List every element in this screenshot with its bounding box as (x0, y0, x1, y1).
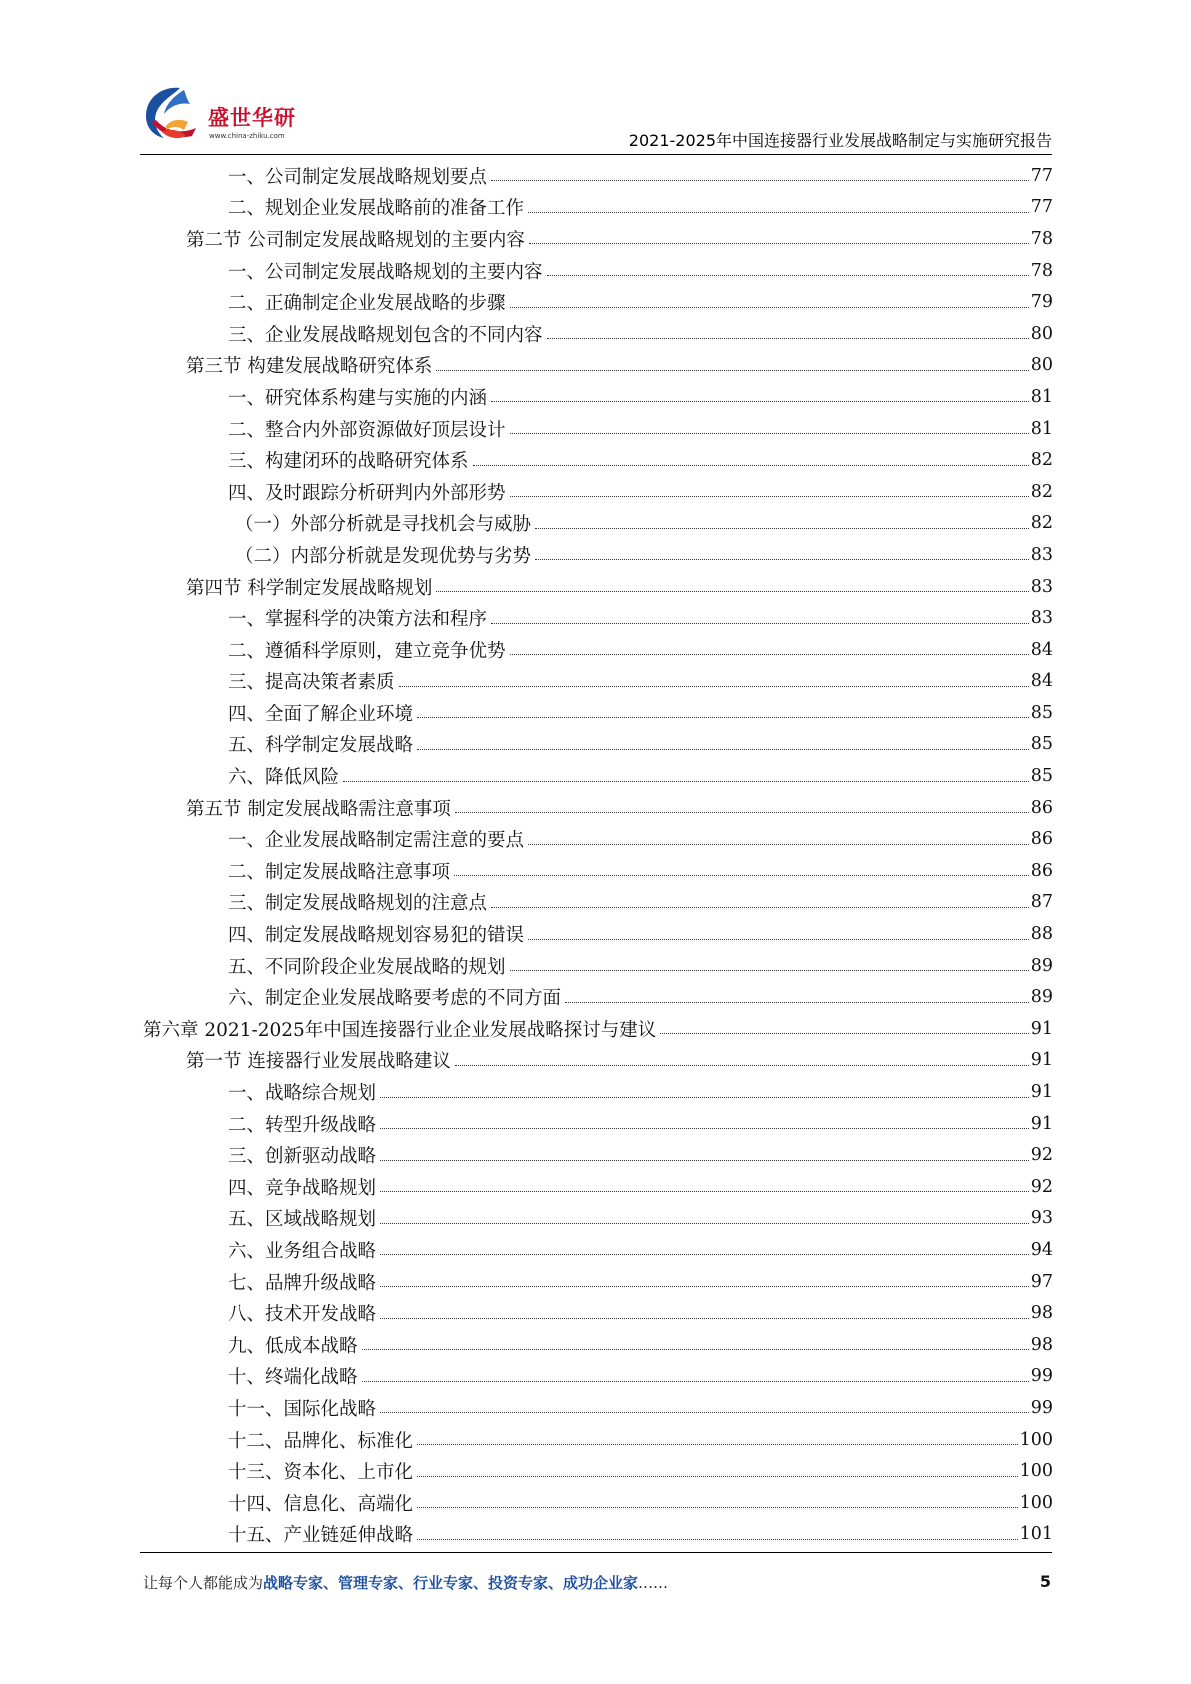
toc-dot-leader (510, 307, 1029, 308)
toc-entry-title: 二、规划企业发展战略前的准备工作 (228, 198, 525, 220)
toc-entry-page: 100 (1019, 1461, 1053, 1482)
toc-entry-title: 三、制定发展战略规划的注意点 (228, 893, 488, 915)
toc-entry[interactable] (143, 634, 1053, 666)
toc-entry-title: 第四节 科学制定发展战略规划 (186, 577, 433, 599)
footer-slogan (143, 1572, 668, 1593)
toc-entry-title: 十一、国际化战略 (228, 1398, 377, 1420)
toc-entry-page: 101 (1019, 1524, 1053, 1545)
toc-entry-title: 第一节 连接器行业发展战略建议 (186, 1051, 451, 1073)
toc-entry-page: 77 (1030, 197, 1053, 218)
toc-dot-leader (535, 528, 1029, 529)
toc-entry[interactable] (143, 1108, 1053, 1140)
toc-entry[interactable] (143, 350, 1053, 382)
toc-entry-page: 86 (1030, 829, 1053, 850)
toc-entry[interactable] (143, 1487, 1053, 1519)
toc-entry[interactable] (143, 1519, 1053, 1551)
toc-entry[interactable] (143, 1392, 1053, 1424)
toc-entry-page: 80 (1030, 323, 1053, 344)
toc-entry-title: 一、公司制定发展战略规划要点 (228, 166, 488, 188)
toc-entry-title: 五、科学制定发展战略 (228, 735, 414, 757)
toc-entry-title: 五、不同阶段企业发展战略的规划 (228, 956, 506, 978)
toc-dot-leader (417, 749, 1029, 750)
toc-entry[interactable] (143, 855, 1053, 887)
toc-dot-leader (399, 686, 1029, 687)
toc-dot-leader (528, 844, 1029, 845)
toc-dot-leader (417, 1476, 1018, 1477)
toc-dot-leader (417, 717, 1029, 718)
toc-entry-page: 85 (1030, 734, 1053, 755)
toc-entry-page: 92 (1030, 1176, 1053, 1197)
toc-entry-page: 91 (1030, 1050, 1053, 1071)
toc-dot-leader (380, 1097, 1029, 1098)
toc-dot-leader (473, 465, 1029, 466)
toc-dot-leader (380, 1318, 1029, 1319)
toc-entry[interactable] (143, 571, 1053, 603)
toc-entry-title: 第三节 构建发展战略研究体系 (186, 356, 433, 378)
toc-entry-page: 91 (1030, 1113, 1053, 1134)
toc-entry-page: 89 (1030, 987, 1053, 1008)
logo-name: 盛世华研 (208, 106, 296, 130)
toc-entry[interactable] (143, 1171, 1053, 1203)
toc-entry[interactable] (143, 666, 1053, 698)
toc-dot-leader (455, 1065, 1029, 1066)
toc-dot-leader (454, 875, 1029, 876)
toc-entry-title: 十五、产业链延伸战略 (228, 1525, 414, 1547)
toc-entry-page: 89 (1030, 955, 1053, 976)
toc-entry-title: 一、研究体系构建与实施的内涵 (228, 387, 488, 409)
logo-swirl-icon (140, 82, 206, 148)
toc-entry-title: 九、低成本战略 (228, 1335, 358, 1357)
toc-dot-leader (510, 496, 1029, 497)
toc-entry-page: 83 (1030, 544, 1053, 565)
toc-entry[interactable] (143, 381, 1053, 413)
toc-entry[interactable] (143, 413, 1053, 445)
toc-dot-leader (535, 559, 1029, 560)
toc-entry-page: 77 (1030, 165, 1053, 186)
toc-entry-title: 八、技术开发战略 (228, 1304, 377, 1326)
toc-entry-title: 三、提高决策者素质 (228, 672, 395, 694)
toc-entry-page: 87 (1030, 892, 1053, 913)
toc-dot-leader (380, 1191, 1029, 1192)
toc-entry-page: 81 (1030, 418, 1053, 439)
toc-entry[interactable] (143, 1076, 1053, 1108)
toc-entry-page: 83 (1030, 576, 1053, 597)
toc-entry-title: （一）外部分析就是寻找机会与威胁 (235, 514, 532, 536)
toc-entry[interactable] (143, 823, 1053, 855)
toc-entry[interactable] (143, 255, 1053, 287)
toc-entry-title: 十二、品牌化、标准化 (228, 1430, 414, 1452)
toc-entry-title: 六、业务组合战略 (228, 1240, 377, 1262)
toc-dot-leader (455, 812, 1029, 813)
toc-entry-title: 三、构建闭环的战略研究体系 (228, 451, 469, 473)
toc-dot-leader (491, 401, 1029, 402)
toc-entry-title: 一、公司制定发展战略规划的主要内容 (228, 261, 543, 283)
toc-entry-page: 92 (1030, 1145, 1053, 1166)
toc-entry-title: 一、战略综合规划 (228, 1083, 377, 1105)
toc-dot-leader (528, 212, 1029, 213)
toc-dot-leader (660, 1033, 1028, 1034)
toc-dot-leader (417, 1539, 1018, 1540)
toc-entry-page: 78 (1030, 260, 1053, 281)
toc-dot-leader (343, 781, 1029, 782)
toc-entry-title: 四、及时跟踪分析研判内外部形势 (228, 482, 506, 504)
toc-entry-title: 六、降低风险 (228, 767, 340, 789)
toc-entry[interactable] (143, 223, 1053, 255)
toc-entry-title: 四、竞争战略规划 (228, 1177, 377, 1199)
toc-entry[interactable] (143, 792, 1053, 824)
toc-entry-title: 二、转型升级战略 (228, 1114, 377, 1136)
toc-entry[interactable] (143, 602, 1053, 634)
toc-entry-title: 十四、信息化、高端化 (228, 1493, 414, 1515)
toc-entry[interactable] (143, 981, 1053, 1013)
toc-entry-page: 94 (1030, 1239, 1053, 1260)
toc-entry[interactable] (143, 318, 1053, 350)
toc-entry-title: 二、正确制定企业发展战略的步骤 (228, 293, 506, 315)
toc-entry[interactable] (143, 539, 1053, 571)
toc-entry[interactable] (143, 918, 1053, 950)
toc-entry-title: 一、掌握科学的决策方法和程序 (228, 609, 488, 631)
toc-entry-page: 85 (1030, 702, 1053, 723)
toc-dot-leader (491, 623, 1029, 624)
toc-entry-title: 第二节 公司制定发展战略规划的主要内容 (186, 229, 525, 251)
toc-entry-page: 91 (1030, 1082, 1053, 1103)
toc-entry-page: 97 (1030, 1271, 1053, 1292)
toc-dot-leader (547, 275, 1029, 276)
toc-dot-leader (528, 939, 1029, 940)
toc-dot-leader (491, 907, 1029, 908)
toc-entry[interactable] (143, 1361, 1053, 1393)
toc-entry[interactable] (143, 444, 1053, 476)
slogan-prefix: 让每个人都能成为 (143, 1574, 264, 1592)
toc-entry-title: 一、企业发展战略制定需注意的要点 (228, 830, 525, 852)
toc-dot-leader (380, 1223, 1029, 1224)
toc-entry-title: 四、制定发展战略规划容易犯的错误 (228, 925, 525, 947)
page-header (140, 82, 1052, 158)
toc-entry-title: 第六章 2021-2025年中国连接器行业企业发展战略探讨与建议 (143, 1019, 657, 1041)
toc-entry-title: 十三、资本化、上市化 (228, 1462, 414, 1484)
page-footer (143, 1572, 1051, 1596)
toc-entry[interactable] (143, 1424, 1053, 1456)
toc-dot-leader (436, 370, 1028, 371)
toc-entry[interactable] (143, 760, 1053, 792)
toc-entry-title: 第五节 制定发展战略需注意事项 (186, 798, 451, 820)
toc-entry[interactable] (143, 1455, 1053, 1487)
toc-entry[interactable] (143, 1139, 1053, 1171)
toc-dot-leader (510, 654, 1029, 655)
report-title: 2021-2025年中国连接器行业发展战略制定与实施研究报告 (628, 131, 1052, 150)
toc-dot-leader (510, 970, 1029, 971)
toc-entry[interactable] (143, 476, 1053, 508)
toc-entry-page: 88 (1030, 924, 1053, 945)
toc-entry-page: 79 (1030, 292, 1053, 313)
toc-entry-page: 78 (1030, 228, 1053, 249)
toc-dot-leader (362, 1381, 1029, 1382)
toc-entry-page: 86 (1030, 860, 1053, 881)
toc-entry[interactable] (143, 508, 1053, 540)
toc-entry[interactable] (143, 697, 1053, 729)
toc-entry-title: 二、遵循科学原则，建立竞争优势 (228, 640, 506, 662)
table-of-contents (143, 160, 1053, 1550)
toc-dot-leader (417, 1444, 1018, 1445)
toc-dot-leader (565, 1002, 1029, 1003)
toc-dot-leader (547, 338, 1029, 339)
toc-entry-page: 91 (1030, 1018, 1053, 1039)
slogan-highlight: 战略专家、管理专家、行业专家、投资专家、成功企业家 (263, 1574, 639, 1592)
toc-entry-page: 93 (1030, 1208, 1053, 1229)
toc-entry-page: 84 (1030, 639, 1053, 660)
toc-entry-page: 100 (1019, 1429, 1053, 1450)
toc-entry-page: 86 (1030, 797, 1053, 818)
company-logo (140, 82, 310, 150)
toc-entry[interactable] (143, 1013, 1053, 1045)
toc-entry[interactable] (143, 729, 1053, 761)
toc-dot-leader (529, 243, 1029, 244)
toc-dot-leader (380, 1160, 1029, 1161)
toc-dot-leader (380, 1128, 1029, 1129)
toc-entry-page: 80 (1030, 355, 1053, 376)
toc-entry-page: 99 (1030, 1366, 1053, 1387)
toc-entry[interactable] (143, 950, 1053, 982)
toc-entry-page: 98 (1030, 1303, 1053, 1324)
toc-entry[interactable] (143, 1203, 1053, 1235)
footer-rule (140, 1552, 1052, 1553)
toc-entry-title: 六、制定企业发展战略要考虑的不同方面 (228, 988, 562, 1010)
toc-entry[interactable] (143, 1297, 1053, 1329)
toc-entry-title: 二、整合内外部资源做好顶层设计 (228, 419, 506, 441)
toc-entry[interactable] (143, 1045, 1053, 1077)
toc-entry-title: 三、企业发展战略规划包含的不同内容 (228, 324, 543, 346)
toc-entry[interactable] (143, 1266, 1053, 1298)
toc-dot-leader (436, 591, 1028, 592)
toc-entry-title: （二）内部分析就是发现优势与劣势 (235, 545, 532, 567)
toc-dot-leader (491, 180, 1029, 181)
toc-entry-page: 100 (1019, 1492, 1053, 1513)
toc-entry-page: 85 (1030, 766, 1053, 787)
toc-entry[interactable] (143, 160, 1053, 192)
toc-entry[interactable] (143, 286, 1053, 318)
toc-entry-title: 四、全面了解企业环境 (228, 703, 414, 725)
toc-entry[interactable] (143, 1234, 1053, 1266)
toc-entry-page: 98 (1030, 1334, 1053, 1355)
toc-entry-page: 83 (1030, 608, 1053, 629)
header-rule (140, 154, 1052, 155)
toc-entry-page: 82 (1030, 481, 1053, 502)
page-number: 5 (1039, 1572, 1051, 1591)
toc-entry-page: 82 (1030, 450, 1053, 471)
toc-entry[interactable] (143, 1329, 1053, 1361)
toc-entry[interactable] (143, 192, 1053, 224)
logo-url: www.china-zhiku.com (209, 132, 285, 140)
toc-dot-leader (417, 1507, 1018, 1508)
toc-entry-title: 三、创新驱动战略 (228, 1146, 377, 1168)
toc-dot-leader (380, 1254, 1029, 1255)
toc-dot-leader (510, 433, 1029, 434)
toc-dot-leader (380, 1286, 1029, 1287)
toc-entry-title: 十、终端化战略 (228, 1367, 358, 1389)
toc-entry-page: 82 (1030, 513, 1053, 534)
toc-entry-page: 81 (1030, 386, 1053, 407)
toc-entry[interactable] (143, 887, 1053, 919)
toc-dot-leader (362, 1349, 1029, 1350)
toc-dot-leader (380, 1412, 1029, 1413)
toc-entry-title: 五、区域战略规划 (228, 1209, 377, 1231)
toc-entry-title: 二、制定发展战略注意事项 (228, 861, 451, 883)
toc-entry-title: 七、品牌升级战略 (228, 1272, 377, 1294)
slogan-suffix: …… (638, 1574, 669, 1592)
toc-entry-page: 99 (1030, 1397, 1053, 1418)
toc-entry-page: 84 (1030, 671, 1053, 692)
